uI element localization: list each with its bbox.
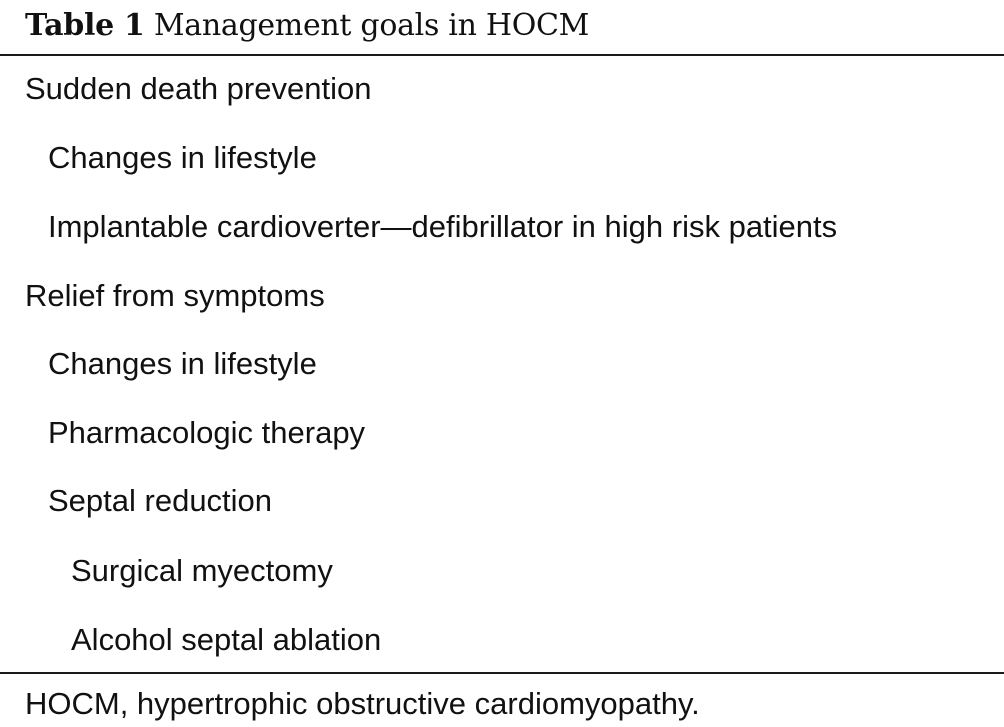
table-row: Septal reduction <box>48 483 273 518</box>
table-caption-text: Management goals in HOCM <box>153 8 590 43</box>
table-row-subitem: Surgical myectomy <box>71 553 333 588</box>
table-row-subitem: Alcohol septal ablation <box>71 622 382 657</box>
table-caption <box>25 4 589 48</box>
table-row: Changes in lifestyle <box>48 140 317 175</box>
table-row: Pharmacologic therapy <box>48 415 366 450</box>
table-row-section-heading: Sudden death prevention <box>25 71 372 106</box>
table-footnote: HOCM, hypertrophic obstructive cardiomyopathy. <box>25 686 700 721</box>
table-caption-label: Table 1 <box>25 8 145 43</box>
table-row-section-heading: Relief from symptoms <box>25 278 325 313</box>
table-row: Implantable cardioverter—defibrillator in high risk patients <box>48 209 838 244</box>
table-row: Changes in lifestyle <box>48 346 317 381</box>
table-top-rule <box>0 54 1004 56</box>
table-bottom-rule <box>0 672 1004 674</box>
